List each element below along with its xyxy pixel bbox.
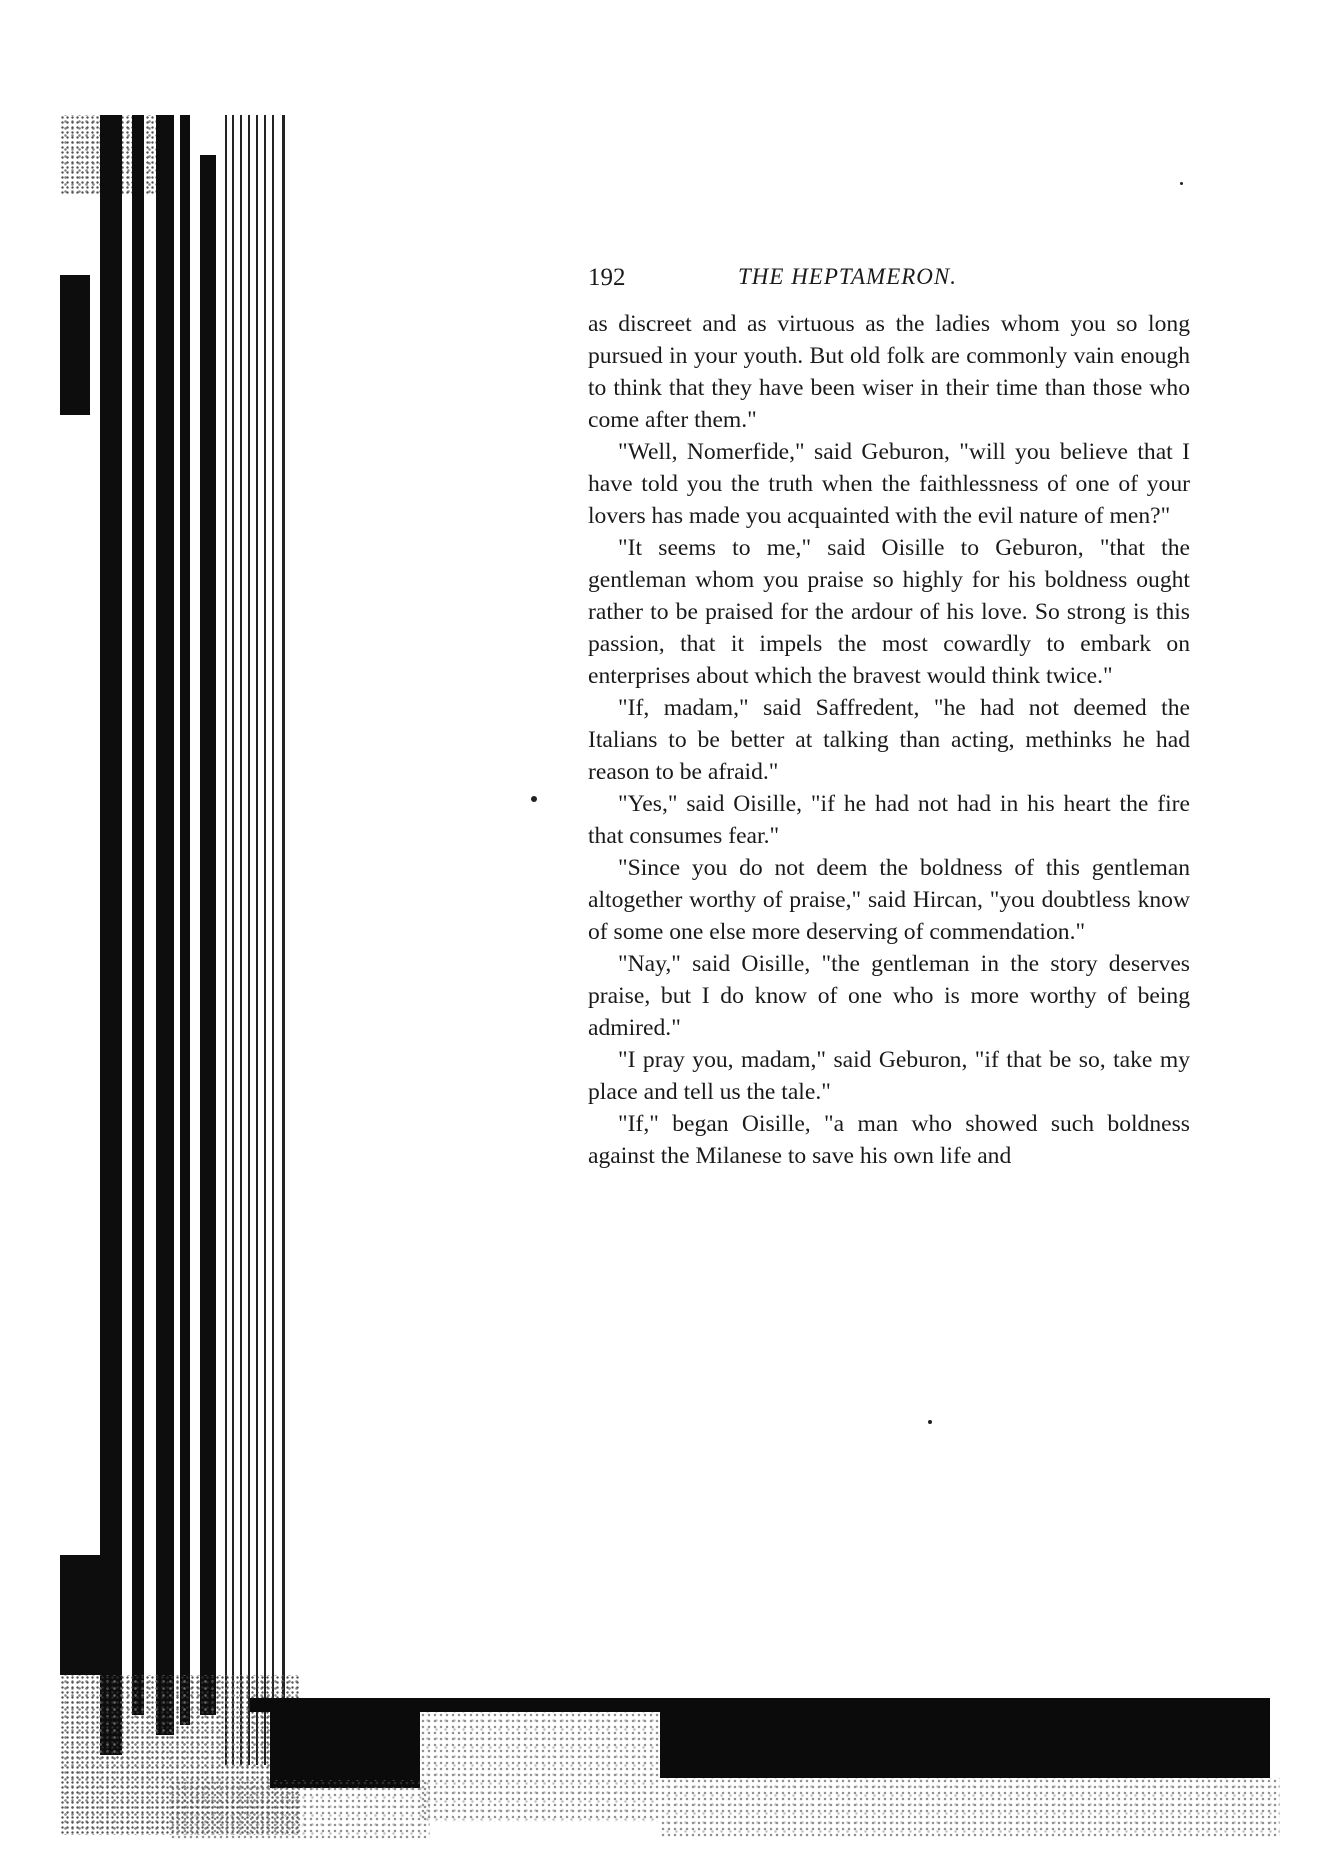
paragraph: "Well, Nomerfide," said Geburon, "will you believe that I have told you the truth when the faithlessness of one of your lovers has made you acquainted with the evil nature of men?" xyxy=(588,439,1190,529)
scan-speck xyxy=(928,1420,932,1424)
paragraph: as discreet and as virtuous as the ladies whom you so long pursued in your youth. But old folk are commonly vain enough to think that they have been wiser in their time than those who come after them." xyxy=(588,311,1190,433)
scan-bottom-noise xyxy=(170,1780,430,1840)
scan-bottom-noise xyxy=(660,1778,1280,1838)
scan-bottom-strip xyxy=(250,1698,1270,1712)
scan-bottom-strip xyxy=(270,1710,420,1788)
page-number: 192 xyxy=(588,264,626,291)
scan-speck xyxy=(1180,182,1183,185)
running-head xyxy=(588,258,1190,298)
book-page xyxy=(588,258,1190,1172)
paragraph: "Nay," said Oisille, "the gentleman in the story deserves praise, but I do know of one who is more worthy of being admired." xyxy=(588,951,1190,1041)
running-head-title: THE HEPTAMERON. xyxy=(738,264,958,289)
scan-speck xyxy=(531,796,537,802)
scan-bottom-strip xyxy=(660,1708,1270,1778)
body-text xyxy=(588,308,1190,1172)
paragraph: "If, madam," said Saffredent, "he had not deemed the Italians to be better at talking than acting, methinks he had reason to be afraid." xyxy=(588,695,1190,785)
paragraph: "Yes," said Oisille, "if he had not had in his heart the fire that consumes fear." xyxy=(588,791,1190,849)
scan-bottom-noise xyxy=(420,1712,660,1822)
paragraph: "Since you do not deem the boldness of this gentleman altogether worthy of praise," said Hircan, "you doubtless know of some one else more deserving of commendation." xyxy=(588,855,1190,945)
paragraph: "I pray you, madam," said Geburon, "if that be so, take my place and tell us the tale." xyxy=(588,1047,1190,1105)
paragraph: "If," began Oisille, "a man who showed such boldness against the Milanese to save his own life and xyxy=(588,1111,1190,1169)
book-edge-scan xyxy=(60,115,330,1875)
paragraph: "It seems to me," said Oisille to Geburon, "that the gentleman whom you praise so highly for his boldness ought rather to be praised for the ardour of his love. So strong is this passion, that it impels the most cowardly to embark on enterprises about which the bravest would think twice." xyxy=(588,535,1190,689)
